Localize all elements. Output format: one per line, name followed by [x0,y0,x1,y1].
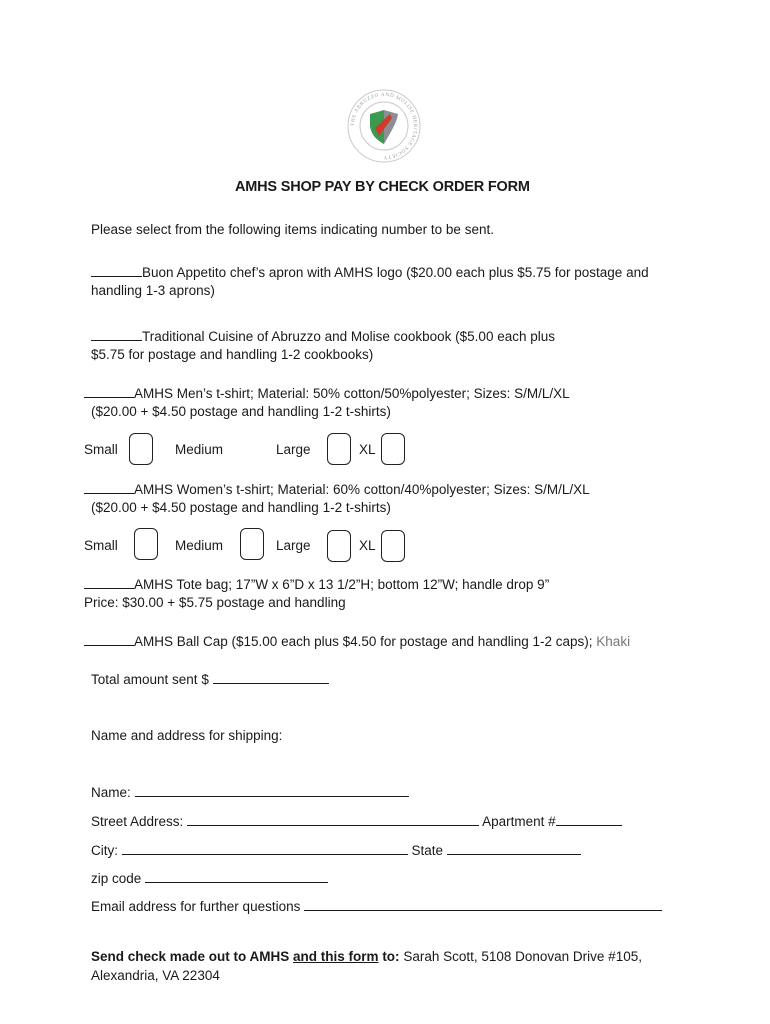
cap-quantity-blank[interactable] [84,632,134,646]
cookbook-line-2: $5.75 for postage and handling 1-2 cookbooks) [91,347,374,362]
apron-quantity-blank[interactable] [91,263,142,277]
mens-size-small-checkbox[interactable] [129,433,153,465]
email-blank[interactable] [304,897,662,911]
total-amount-blank[interactable] [213,670,329,684]
intro-text: Please select from the following items indicating number to be sent. [91,222,494,237]
womens-size-xl-checkbox[interactable] [381,530,405,562]
womens-size-small-checkbox[interactable] [134,528,158,560]
womens-tshirt-line: AMHS Women’s t-shirt; Material: 60% cotton/40%polyester; Sizes: S/M/L/XL [84,480,590,499]
cap-color-khaki: Khaki [596,634,631,649]
apartment-blank[interactable] [556,812,622,826]
name-row: Name: [91,783,409,802]
womens-size-medium-checkbox[interactable] [240,528,264,560]
mens-size-large-label: Large [276,442,311,457]
mens-size-xl-label: XL [359,442,376,457]
mens-tshirt-line: AMHS Men’s t-shirt; Material: 50% cotton/50%polyester; Sizes: S/M/L/XL [84,384,570,403]
city-row: City: State [91,841,581,860]
cookbook-quantity-blank[interactable] [91,327,142,341]
cookbook-line: Traditional Cuisine of Abruzzo and Molise cookbook ($5.00 each plus [91,327,555,346]
footer-instructions: Send check made out to AMHS and this form to: Sarah Scott, 5108 Donovan Drive #105, [91,949,642,964]
zip-blank[interactable] [145,869,328,883]
state-blank[interactable] [447,841,581,855]
footer-city-line: Alexandria, VA 22304 [91,968,220,983]
mens-tshirt-line-2: ($20.00 + $4.50 postage and handling 1-2 t-shirts) [91,404,391,419]
name-blank[interactable] [135,783,409,797]
shield-icon [370,110,398,144]
tote-quantity-blank[interactable] [84,575,134,589]
mens-size-medium-label: Medium [175,442,224,457]
mens-size-xl-checkbox[interactable] [381,433,405,465]
total-amount-row: Total amount sent $ [91,670,329,689]
street-row: Street Address: Apartment # [91,812,622,831]
womens-size-large-label: Large [276,538,311,553]
womens-size-large-checkbox[interactable] [327,530,351,562]
mens-size-large-checkbox[interactable] [327,433,351,465]
email-row: Email address for further questions [91,897,662,916]
society-logo [346,88,422,164]
street-blank[interactable] [187,812,479,826]
apron-line-2: handling 1-3 aprons) [91,283,215,298]
mens-size-small-label: Small [84,442,118,457]
logo-ring-text: THE ABRUZZO AND MOLISE HERITAGE SOCIETY [349,91,419,161]
womens-size-small-label: Small [84,538,118,553]
form-title: AMHS SHOP PAY BY CHECK ORDER FORM [235,179,530,195]
apron-line: Buon Appetito chef’s apron with AMHS logo ($20.00 each plus $5.75 for postage and [91,263,649,282]
womens-size-medium-label: Medium [175,538,224,553]
shipping-heading: Name and address for shipping: [91,728,283,743]
womens-size-xl-label: XL [359,538,376,553]
zip-row: zip code [91,869,328,888]
cap-line: AMHS Ball Cap ($15.00 each plus $4.50 for postage and handling 1-2 caps); Khaki [84,632,630,651]
tote-line-2: Price: $30.00 + $5.75 postage and handling [84,595,346,610]
tote-line: AMHS Tote bag; 17”W x 6”D x 13 1/2”H; bottom 12”W; handle drop 9” [84,575,549,594]
mens-quantity-blank[interactable] [84,384,134,398]
womens-tshirt-line-2: ($20.00 + $4.50 postage and handling 1-2 t-shirts) [91,500,391,515]
city-blank[interactable] [122,841,408,855]
womens-quantity-blank[interactable] [84,480,134,494]
